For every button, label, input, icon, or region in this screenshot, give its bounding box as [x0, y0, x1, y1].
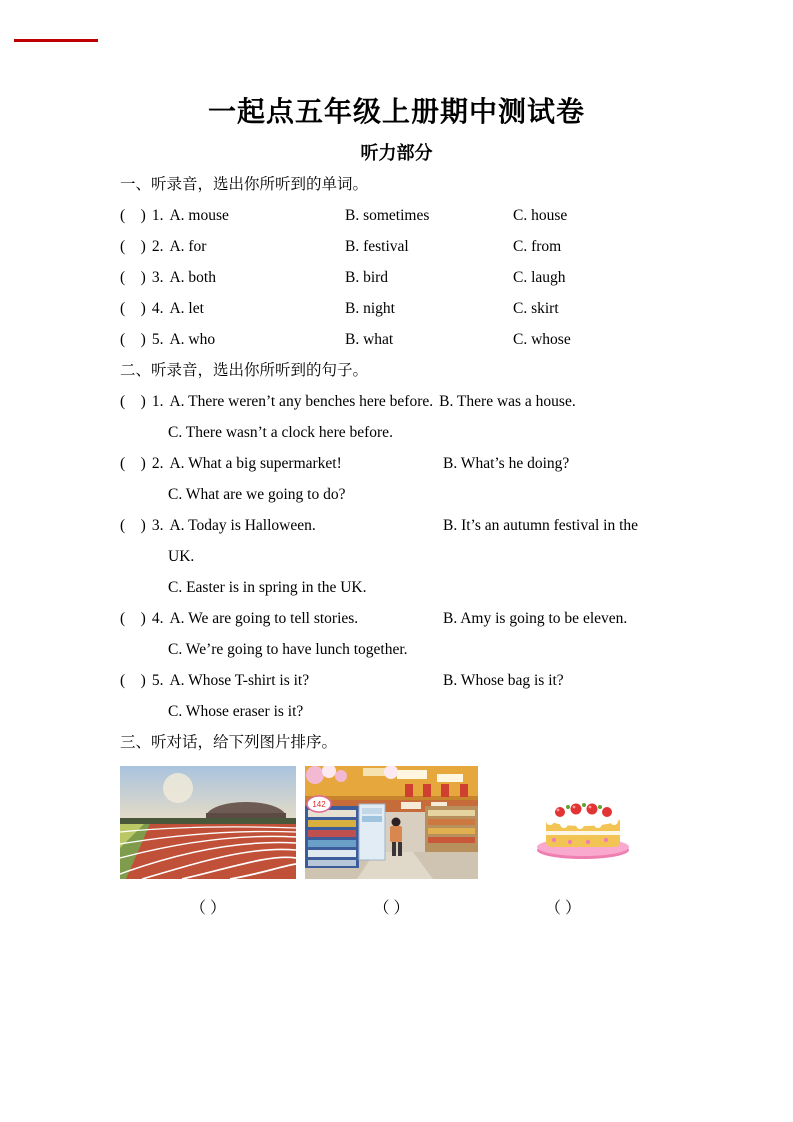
option-c: C. from	[513, 238, 562, 255]
option-b: B. There was a house.	[439, 393, 576, 410]
running-track-illustration	[120, 766, 296, 879]
option-b: B. sometimes	[345, 207, 430, 224]
option-c: C. We’re going to have lunch together.	[168, 641, 408, 658]
picture-answer-blank: （ ）	[373, 900, 410, 917]
option-b: B. Amy is going to be eleven.	[443, 610, 628, 627]
answer-blank: ( )	[120, 610, 146, 627]
question-number: 1.	[151, 207, 164, 224]
option-a: A. There weren’t any benches here before.	[169, 393, 434, 410]
option-c: C. There wasn’t a clock here before.	[168, 424, 393, 441]
option-c: C. skirt	[513, 300, 559, 317]
option-a: A. Whose T-shirt is it?	[169, 672, 310, 689]
word-question-row	[120, 262, 724, 293]
section3-heading: 三、听对话，给下列图片排序。	[120, 734, 338, 751]
option-b: B. festival	[345, 238, 409, 255]
answer-blank: ( )	[120, 207, 146, 224]
answer-caption-row	[120, 893, 724, 924]
question-number: 3.	[151, 517, 164, 534]
question-number: 2.	[151, 455, 164, 472]
option-c: C. Easter is in spring in the UK.	[168, 579, 367, 596]
option-c-line	[120, 479, 724, 510]
option-a: A. What a big supermarket!	[169, 455, 342, 472]
option-c-line	[120, 417, 724, 448]
option-a: A. We are going to tell stories.	[169, 610, 359, 627]
answer-blank: ( )	[120, 672, 146, 689]
sentence-question-line	[120, 603, 724, 634]
option-b: B. bird	[345, 269, 389, 286]
question-number: 5.	[151, 331, 164, 348]
answer-blank: ( )	[120, 269, 146, 286]
option-c-line	[120, 572, 724, 603]
section1-heading: 一、听录音，选出你所听到的单词。	[120, 176, 369, 193]
question-number: 4.	[151, 300, 164, 317]
question-number: 1.	[151, 393, 164, 410]
option-b-continued: UK.	[168, 548, 195, 565]
sentence-question-line	[120, 386, 724, 417]
sentence-question-line	[120, 665, 724, 696]
price-tag-text: 142	[312, 800, 326, 809]
option-c-line	[120, 696, 724, 727]
question-number: 2.	[151, 238, 164, 255]
answer-blank: ( )	[120, 331, 146, 348]
option-b: B. Whose bag is it?	[443, 672, 564, 689]
answer-blank: ( )	[120, 238, 146, 255]
option-b: B. It’s an autumn festival in the	[443, 517, 639, 534]
option-a: A. mouse	[169, 207, 229, 224]
option-b: B. what	[345, 331, 394, 348]
running-track-photo	[120, 766, 296, 879]
option-b-wrap-line	[120, 541, 724, 572]
option-c-line	[120, 634, 724, 665]
supermarket-photo	[305, 766, 478, 879]
picture-answer-blank: （ ）	[189, 900, 226, 917]
option-a: A. who	[169, 331, 216, 348]
page-title: 一起点五年级上册期中测试卷	[207, 97, 585, 128]
option-b: B. What’s he doing?	[443, 455, 570, 472]
sentence-question-line	[120, 510, 724, 541]
option-a: A. let	[169, 300, 204, 317]
picture-answer-blank: （ ）	[544, 900, 581, 917]
option-a: A. Today is Halloween.	[169, 517, 316, 534]
question-number: 4.	[151, 610, 164, 627]
option-a: A. both	[169, 269, 216, 286]
answer-blank: ( )	[120, 517, 146, 534]
word-question-row	[120, 324, 724, 355]
word-question-row	[120, 293, 724, 324]
sentence-question-line	[120, 448, 724, 479]
red-corner-mark	[14, 39, 98, 42]
option-c: C. whose	[513, 331, 571, 348]
option-a: A. for	[169, 238, 207, 255]
supermarket-illustration	[305, 766, 478, 879]
option-c: C. What are we going to do?	[168, 486, 346, 503]
word-question-row	[120, 200, 724, 231]
answer-blank: ( )	[120, 455, 146, 472]
option-c: C. Whose eraser is it?	[168, 703, 304, 720]
word-question-row	[120, 231, 724, 262]
paper-content	[120, 169, 724, 924]
birthday-cake-illustration	[518, 786, 648, 861]
question-number: 3.	[151, 269, 164, 286]
option-b: B. night	[345, 300, 395, 317]
picture-row	[120, 766, 724, 879]
answer-blank: ( )	[120, 300, 146, 317]
question-number: 5.	[151, 672, 164, 689]
option-c: C. house	[513, 207, 568, 224]
option-c: C. laugh	[513, 269, 566, 286]
answer-blank: ( )	[120, 393, 146, 410]
birthday-cake-image	[518, 786, 648, 861]
section2-heading: 二、听录音，选出你所听到的句子。	[120, 362, 369, 379]
section-part-title: 听力部分	[360, 143, 433, 163]
